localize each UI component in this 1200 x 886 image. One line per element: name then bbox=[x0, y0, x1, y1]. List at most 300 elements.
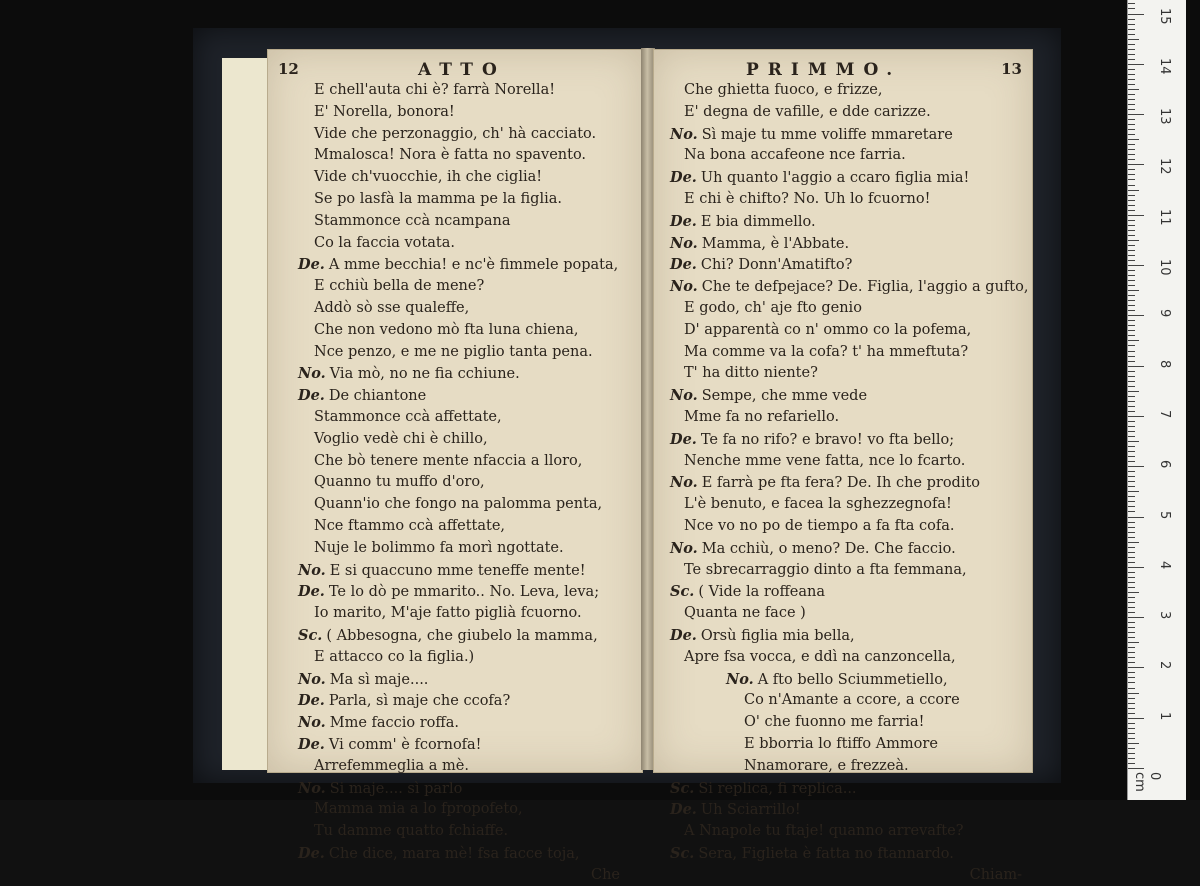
line-text: Voglio vedè chi è chillo, bbox=[314, 430, 488, 447]
left-running-head: ATTO bbox=[418, 60, 506, 80]
ruler-tick bbox=[1128, 522, 1135, 523]
ruler-tick bbox=[1128, 501, 1135, 502]
line-text: Quanno tu muffo d'oro, bbox=[314, 474, 485, 491]
right-page bbox=[654, 50, 1032, 883]
ruler-tick bbox=[1128, 366, 1144, 367]
line-text: Tu damme quatto fchiaffe. bbox=[314, 823, 509, 840]
ruler-tick bbox=[1128, 59, 1135, 60]
ruler-tick bbox=[1128, 441, 1139, 442]
ruler-tick bbox=[1128, 406, 1135, 407]
line-text: Mamma mia a lo fpropofeto, bbox=[314, 801, 523, 818]
line-text: Uh Sciarrillo! bbox=[700, 802, 801, 819]
ruler-tick bbox=[1128, 431, 1135, 432]
ruler-tick bbox=[1128, 345, 1135, 346]
speaker-label: De. bbox=[670, 626, 697, 644]
text-line bbox=[654, 320, 1032, 342]
speaker-label: De. bbox=[298, 735, 325, 753]
ruler-tick bbox=[1128, 200, 1135, 201]
ruler-tick bbox=[1128, 411, 1135, 412]
text-line bbox=[268, 211, 642, 233]
ruler-tick bbox=[1128, 532, 1135, 533]
ruler-tick bbox=[1128, 260, 1135, 261]
speaker-label: No. bbox=[670, 539, 698, 557]
text-line bbox=[268, 407, 642, 429]
ruler-tick bbox=[1128, 763, 1135, 764]
ruler-tick bbox=[1128, 391, 1139, 392]
cover-board bbox=[222, 58, 270, 770]
ruler-tick bbox=[1128, 486, 1135, 487]
left-page bbox=[268, 50, 642, 883]
ruler-tick bbox=[1128, 713, 1135, 714]
text-line bbox=[654, 799, 1032, 821]
ruler-tick bbox=[1128, 396, 1135, 397]
ruler-tick bbox=[1128, 240, 1139, 241]
text-line bbox=[654, 124, 1032, 146]
ruler-label: 3 bbox=[1157, 611, 1172, 620]
line-text: De chiantone bbox=[328, 388, 427, 405]
ruler-tick bbox=[1128, 250, 1135, 251]
text-line bbox=[654, 603, 1032, 625]
ruler-tick bbox=[1128, 517, 1144, 518]
line-text: E' degna de vafille, e dde carizze. bbox=[684, 103, 931, 120]
text-line bbox=[268, 647, 642, 669]
line-text: ( Vide la roffeana bbox=[698, 584, 826, 601]
speaker-label: No. bbox=[298, 561, 326, 579]
line-text: Mmalosca! Nora è fatta no spavento. bbox=[314, 147, 587, 164]
text-line bbox=[654, 494, 1032, 516]
ruler-tick bbox=[1128, 169, 1135, 170]
text-line bbox=[268, 167, 642, 189]
ruler-tick bbox=[1128, 642, 1139, 643]
ruler-tick bbox=[1128, 607, 1135, 608]
line-text: Co n'Amante a ccore, a ccore bbox=[744, 692, 960, 709]
line-text: D' apparentà co n' ommo co la pofema, bbox=[684, 321, 972, 338]
speaker-label: Sc. bbox=[670, 779, 695, 797]
ruler-tick bbox=[1128, 733, 1135, 734]
line-text: Parla, sì maje che ccofa? bbox=[328, 693, 511, 710]
ruler-tick bbox=[1128, 144, 1135, 145]
text-line bbox=[654, 690, 1032, 712]
ruler-tick bbox=[1128, 114, 1144, 115]
ruler-tick bbox=[1128, 270, 1135, 271]
line-text: Uh quanto l'aggio a ccaro figlia mia! bbox=[700, 170, 970, 187]
text-line bbox=[654, 189, 1032, 211]
ruler-label: 1 bbox=[1157, 711, 1172, 720]
ruler-tick bbox=[1128, 3, 1135, 4]
ruler-tick bbox=[1128, 446, 1135, 447]
right-running-head: PRIMMO. bbox=[746, 60, 902, 80]
ruler-tick bbox=[1128, 511, 1135, 512]
text-line bbox=[268, 102, 642, 124]
ruler-tick bbox=[1128, 265, 1144, 266]
text-line bbox=[268, 821, 642, 843]
ruler-tick bbox=[1128, 330, 1135, 331]
right-page-text bbox=[654, 80, 1032, 886]
line-text: Ma cchiù, o meno? De. Che faccio. bbox=[701, 540, 956, 557]
ruler-tick bbox=[1128, 29, 1135, 30]
text-line bbox=[268, 124, 642, 146]
ruler-tick bbox=[1128, 179, 1135, 180]
ruler-tick bbox=[1128, 149, 1135, 150]
text-line bbox=[268, 734, 642, 756]
speaker-label: Sc. bbox=[670, 844, 695, 862]
ruler-tick bbox=[1128, 44, 1135, 45]
ruler-tick bbox=[1128, 245, 1135, 246]
text-line bbox=[654, 756, 1032, 778]
line-text: Te fa no rifo? e bravo! vo fta bello; bbox=[700, 431, 955, 448]
ruler-tick bbox=[1128, 376, 1135, 377]
text-line bbox=[654, 429, 1032, 451]
ruler-tick bbox=[1128, 356, 1135, 357]
ruler-tick bbox=[1128, 371, 1135, 372]
ruler-tick bbox=[1128, 54, 1135, 55]
ruler-tick bbox=[1128, 89, 1139, 90]
ruler-tick bbox=[1128, 124, 1135, 125]
ruler-tick bbox=[1128, 280, 1135, 281]
book-spine bbox=[641, 48, 655, 770]
ruler-tick bbox=[1128, 436, 1135, 437]
text-line bbox=[268, 385, 642, 407]
ruler-tick bbox=[1128, 104, 1135, 105]
ruler-label: 7 bbox=[1157, 409, 1172, 419]
speaker-label: De. bbox=[298, 387, 325, 405]
ruler-tick bbox=[1128, 381, 1135, 382]
ruler-label: 4 bbox=[1157, 560, 1172, 570]
text-line bbox=[654, 407, 1032, 429]
ruler-tick bbox=[1128, 753, 1135, 754]
text-line bbox=[654, 647, 1032, 669]
ruler-tick bbox=[1128, 94, 1135, 95]
ruler-tick bbox=[1128, 69, 1135, 70]
ruler-tick bbox=[1128, 667, 1144, 668]
speaker-label: No. bbox=[670, 234, 698, 252]
ruler-tick bbox=[1128, 743, 1139, 744]
line-text: Arrefemmeglia a mè. bbox=[314, 757, 469, 774]
speaker-label: De. bbox=[670, 801, 697, 819]
speaker-label: De. bbox=[670, 256, 697, 274]
ruler-label: 12 bbox=[1157, 158, 1172, 175]
ruler-tick bbox=[1128, 421, 1135, 422]
line-text: Ma sì maje.... bbox=[329, 671, 429, 688]
line-text: Nce ftammo ccà affettate, bbox=[314, 517, 506, 534]
ruler-tick bbox=[1128, 255, 1135, 256]
line-text: Io marito, M'aje fatto piglià fcuorno. bbox=[314, 605, 582, 622]
ruler-tick bbox=[1128, 134, 1135, 135]
speaker-label: No. bbox=[670, 125, 698, 143]
measuring-ruler bbox=[1127, 0, 1186, 800]
ruler-tick bbox=[1128, 99, 1135, 100]
ruler-tick bbox=[1128, 401, 1135, 402]
ruler-tick bbox=[1128, 305, 1135, 306]
ruler-tick bbox=[1128, 698, 1135, 699]
text-line bbox=[654, 451, 1032, 473]
ruler-tick bbox=[1128, 220, 1135, 221]
ruler-tick bbox=[1128, 84, 1135, 85]
text-line bbox=[654, 734, 1032, 756]
text-line bbox=[268, 538, 642, 560]
ruler-tick bbox=[1128, 340, 1139, 341]
ruler-tick bbox=[1128, 426, 1135, 427]
line-text: Orsù figlia mia bella, bbox=[700, 627, 855, 644]
text-line bbox=[268, 778, 642, 800]
ruler-tick bbox=[1128, 361, 1135, 362]
ruler-label: 10 bbox=[1157, 259, 1172, 276]
ruler-tick bbox=[1128, 652, 1135, 653]
ruler-tick bbox=[1128, 159, 1135, 160]
ruler-tick bbox=[1128, 506, 1135, 507]
line-text: Mme fa no refariello. bbox=[684, 408, 840, 425]
text-line bbox=[268, 189, 642, 211]
text-line bbox=[268, 494, 642, 516]
ruler-tick bbox=[1128, 139, 1139, 140]
ruler-tick bbox=[1128, 748, 1135, 749]
ruler-tick bbox=[1128, 592, 1139, 593]
speaker-label: De. bbox=[298, 583, 325, 601]
speaker-label: De. bbox=[670, 212, 697, 230]
ruler-tick bbox=[1128, 295, 1135, 296]
ruler-tick bbox=[1128, 728, 1135, 729]
ruler-tick bbox=[1128, 703, 1135, 704]
text-line bbox=[268, 429, 642, 451]
ruler-tick bbox=[1128, 129, 1135, 130]
line-text: Sera, Figlieta è fatta no ftannardo. bbox=[698, 845, 954, 862]
line-text: Che non vedono mò fta luna chiena, bbox=[314, 321, 579, 338]
ruler-tick bbox=[1128, 320, 1135, 321]
left-page-number: 12 bbox=[278, 60, 299, 78]
ruler-unit-label: 0 cm bbox=[1132, 772, 1162, 792]
catchword: Chiam- bbox=[969, 866, 1022, 883]
line-text: Vi comm' è fcornofa! bbox=[328, 736, 482, 753]
ruler-tick bbox=[1128, 677, 1135, 678]
text-line bbox=[654, 560, 1032, 582]
text-line bbox=[268, 560, 642, 582]
speaker-label: No. bbox=[670, 387, 698, 405]
ruler-tick bbox=[1128, 79, 1135, 80]
ruler-label: 11 bbox=[1157, 208, 1172, 226]
line-text: ( Abbesogna, che giubelo la mamma, bbox=[326, 627, 598, 644]
ruler-tick bbox=[1128, 315, 1144, 316]
text-line bbox=[268, 756, 642, 778]
speaker-label: De. bbox=[670, 169, 697, 187]
speaker-label: No. bbox=[670, 278, 698, 296]
ruler-label: 9 bbox=[1157, 309, 1172, 318]
text-line bbox=[654, 669, 1032, 691]
text-line bbox=[654, 821, 1032, 843]
ruler-tick bbox=[1128, 612, 1135, 613]
ruler-tick bbox=[1128, 617, 1144, 618]
line-text: O' che fuonno me farria! bbox=[744, 714, 925, 731]
ruler-tick bbox=[1128, 537, 1135, 538]
text-line bbox=[654, 843, 1032, 865]
right-page-number: 13 bbox=[1001, 60, 1022, 78]
ruler-label: 6 bbox=[1157, 460, 1172, 469]
speaker-label: De. bbox=[298, 844, 325, 862]
ruler-tick bbox=[1128, 24, 1135, 25]
line-text: Vide che perzonaggio, ch' hà cacciato. bbox=[314, 125, 597, 142]
speaker-label: Sc. bbox=[670, 583, 695, 601]
speaker-label: No. bbox=[298, 779, 326, 797]
ruler-tick bbox=[1128, 657, 1135, 658]
text-line bbox=[268, 625, 642, 647]
ruler-tick bbox=[1128, 557, 1135, 558]
text-line bbox=[268, 799, 642, 821]
text-line bbox=[268, 472, 642, 494]
line-text: Che dice, mara mè! fsa facce toja, bbox=[328, 845, 580, 862]
line-text: Sì maje tu mme voliffe mmaretare bbox=[701, 126, 953, 143]
ruler-tick bbox=[1128, 285, 1135, 286]
ruler-tick bbox=[1128, 672, 1135, 673]
ruler-tick bbox=[1128, 230, 1135, 231]
text-line bbox=[268, 80, 642, 102]
speaker-label: Sc. bbox=[298, 626, 323, 644]
line-text: Si replica, fi replica... bbox=[698, 780, 857, 797]
line-text: E farrà pe fta fera? De. Ih che prodito bbox=[701, 475, 981, 492]
ruler-label: 2 bbox=[1157, 661, 1172, 670]
ruler-tick bbox=[1128, 64, 1144, 65]
line-text: Chi? Donn'Amatifto? bbox=[700, 257, 853, 274]
speaker-label: De. bbox=[670, 430, 697, 448]
line-text: Te sbrecarraggio dinto a fta femmana, bbox=[684, 561, 967, 578]
ruler-tick bbox=[1128, 552, 1135, 553]
speaker-label: No. bbox=[298, 365, 326, 383]
text-line bbox=[268, 516, 642, 538]
ruler-tick bbox=[1128, 190, 1139, 191]
ruler-tick bbox=[1128, 210, 1135, 211]
ruler-tick bbox=[1128, 119, 1135, 120]
text-line bbox=[654, 778, 1032, 800]
ruler-tick bbox=[1128, 325, 1135, 326]
line-text: Stammonce ccà ncampana bbox=[314, 212, 511, 229]
ruler-tick bbox=[1128, 235, 1135, 236]
speaker-label: De. bbox=[298, 256, 325, 274]
text-line bbox=[268, 581, 642, 603]
ruler-tick bbox=[1128, 547, 1135, 548]
line-text: Se po lasfà la mamma pe la figlia. bbox=[314, 190, 562, 207]
ruler-tick bbox=[1128, 275, 1135, 276]
line-text: E bborria lo ftiffo Ammore bbox=[744, 735, 938, 752]
ruler-tick bbox=[1128, 205, 1135, 206]
ruler-tick bbox=[1128, 682, 1135, 683]
ruler-tick bbox=[1128, 471, 1135, 472]
ruler-tick bbox=[1128, 456, 1135, 457]
ruler-label: 15 bbox=[1157, 7, 1172, 25]
line-text: L'è benuto, e facea la sghezzegnofa! bbox=[684, 496, 952, 513]
speaker-label: No. bbox=[298, 670, 326, 688]
ruler-tick bbox=[1128, 572, 1135, 573]
ruler-label: 5 bbox=[1157, 510, 1172, 519]
ruler-tick bbox=[1128, 491, 1139, 492]
line-text: Quanta ne face ) bbox=[684, 605, 806, 622]
ruler-tick bbox=[1128, 562, 1135, 563]
ruler-tick bbox=[1128, 154, 1135, 155]
line-text: E si quaccuno mme teneffe mente! bbox=[329, 562, 586, 579]
ruler-tick bbox=[1128, 74, 1135, 75]
line-text: Apre fsa vocca, e ddì na canzoncella, bbox=[684, 648, 956, 665]
ruler-tick bbox=[1128, 693, 1139, 694]
line-text: Nenche mme vene fatta, nce lo fcarto. bbox=[684, 452, 966, 469]
ruler-tick bbox=[1128, 164, 1144, 165]
text-line bbox=[268, 276, 642, 298]
line-text: Sempe, che mme vede bbox=[701, 388, 868, 405]
line-text: E godo, ch' aje fto genio bbox=[684, 299, 862, 316]
line-text: Te lo dò pe mmarito.. No. Leva, leva; bbox=[328, 584, 600, 601]
line-text: Che bò tenere mente nfaccia a lloro, bbox=[314, 452, 583, 469]
ruler-tick bbox=[1128, 19, 1135, 20]
ruler-tick bbox=[1128, 335, 1135, 336]
ruler-tick bbox=[1128, 542, 1139, 543]
line-text: Nce penzo, e me ne piglio tanta pena. bbox=[314, 343, 593, 360]
line-text: T' ha ditto niente? bbox=[684, 365, 818, 382]
ruler-tick bbox=[1128, 34, 1135, 35]
speaker-label: De. bbox=[298, 692, 325, 710]
ruler-tick bbox=[1128, 662, 1135, 663]
ruler-tick bbox=[1128, 215, 1144, 216]
line-text: E chell'auta chi è? farrà Norella! bbox=[314, 82, 556, 98]
line-text: Via mò, no ne fia cchiune. bbox=[329, 366, 520, 383]
ruler-tick bbox=[1128, 577, 1135, 578]
text-line bbox=[654, 298, 1032, 320]
ruler-tick bbox=[1128, 476, 1135, 477]
text-line bbox=[654, 625, 1032, 647]
text-line bbox=[268, 145, 642, 167]
ruler-tick bbox=[1128, 527, 1135, 528]
speaker-label: No. bbox=[298, 714, 326, 732]
text-line bbox=[654, 211, 1032, 233]
ruler-label: 8 bbox=[1157, 359, 1172, 368]
text-line bbox=[268, 320, 642, 342]
text-line bbox=[268, 451, 642, 473]
ruler-tick bbox=[1128, 723, 1135, 724]
ruler-tick bbox=[1128, 225, 1135, 226]
text-line bbox=[654, 167, 1032, 189]
line-text: A Nnapole tu ftaje! quanno arrevafte? bbox=[684, 823, 964, 840]
catchword: Che bbox=[590, 866, 620, 883]
line-text: Che ghietta fuoco, e frizze, bbox=[684, 82, 883, 98]
ruler-tick bbox=[1128, 688, 1135, 689]
ruler-tick bbox=[1128, 290, 1139, 291]
ruler-tick bbox=[1128, 758, 1135, 759]
line-text: Nce vo no po de tiempo a fa fta cofa. bbox=[684, 517, 955, 534]
text-line bbox=[268, 298, 642, 320]
text-line bbox=[268, 342, 642, 364]
speaker-label: No. bbox=[670, 474, 698, 492]
text-line bbox=[654, 385, 1032, 407]
line-text: E cchiù bella de mene? bbox=[314, 278, 485, 295]
ruler-tick bbox=[1128, 738, 1135, 739]
text-line bbox=[654, 342, 1032, 364]
ruler-tick bbox=[1128, 632, 1135, 633]
line-text: Nnamorare, e frezzeà. bbox=[744, 757, 909, 774]
ruler-tick bbox=[1128, 587, 1135, 588]
ruler-tick bbox=[1128, 185, 1135, 186]
line-text: A mme becchia! e nc'è fimmele popata, bbox=[328, 257, 619, 274]
ruler-tick bbox=[1128, 627, 1135, 628]
text-line bbox=[268, 669, 642, 691]
line-text: Co la faccia votata. bbox=[314, 234, 455, 251]
ruler-tick bbox=[1128, 718, 1144, 719]
ruler-tick bbox=[1128, 708, 1135, 709]
text-line bbox=[268, 603, 642, 625]
ruler-label: 14 bbox=[1157, 57, 1172, 75]
ruler-tick bbox=[1128, 39, 1139, 40]
ruler-tick bbox=[1128, 567, 1144, 568]
line-text: Addò sò sse qualeffe, bbox=[314, 299, 470, 316]
ruler-tick bbox=[1128, 416, 1144, 417]
text-line bbox=[654, 472, 1032, 494]
line-text: Nuje le bolimmo fa morì ngottate. bbox=[314, 539, 564, 556]
ruler-tick bbox=[1128, 49, 1135, 50]
ruler-tick bbox=[1128, 451, 1135, 452]
